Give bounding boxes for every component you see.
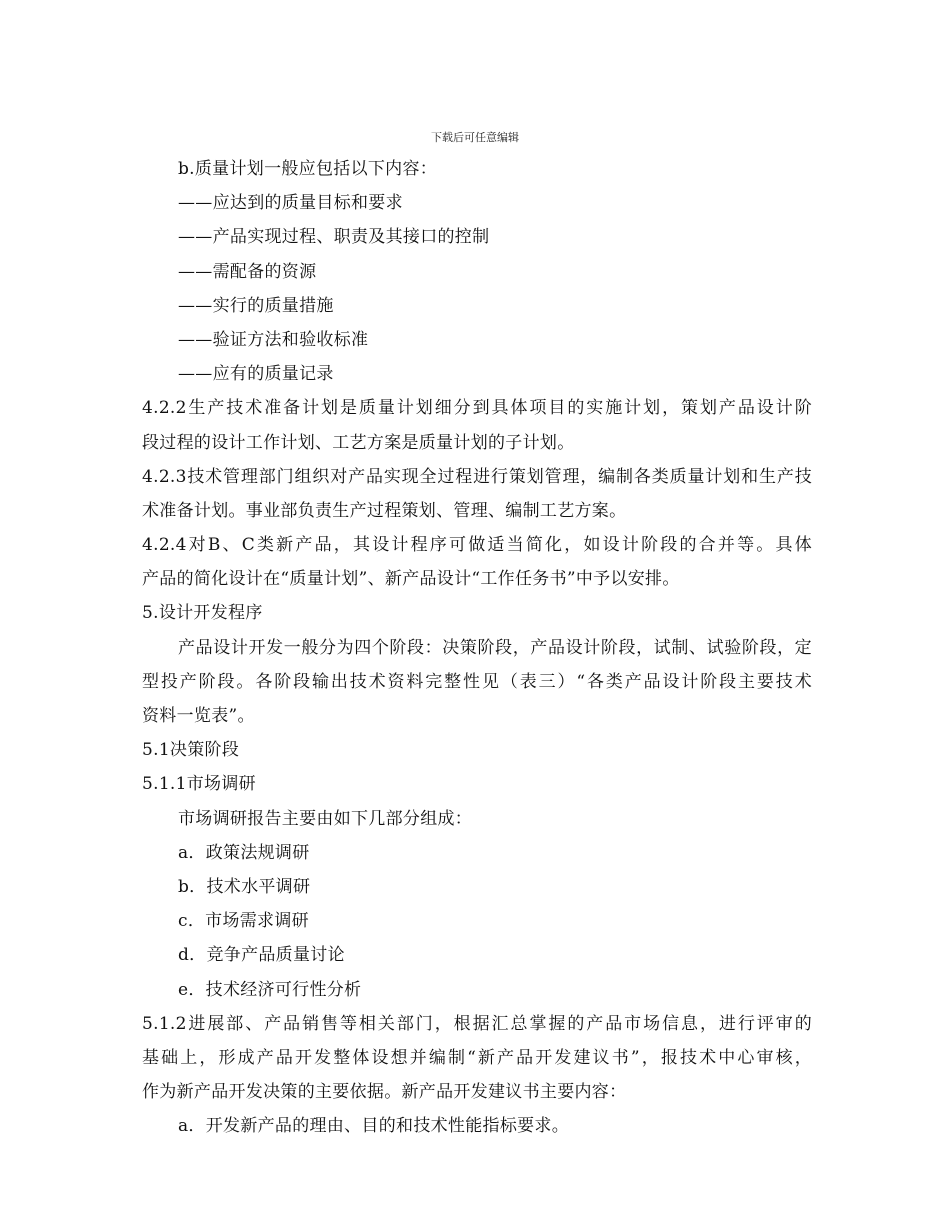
text-line: 5.1.2进展部、产品销售等相关部门，根据汇总掌握的产品市场信息，进行评审的 bbox=[142, 1013, 812, 1034]
text-line: 5.1.1市场调研 bbox=[142, 774, 256, 795]
text-line: ——需配备的资源 bbox=[178, 261, 317, 282]
text-line: ——验证方法和验收标准 bbox=[178, 329, 369, 350]
text-line: ——产品实现过程、职责及其接口的控制 bbox=[178, 227, 490, 248]
page-header: 下载后可任意编辑 bbox=[431, 131, 519, 144]
text-line: c．市场需求调研 bbox=[178, 911, 309, 932]
text-line: a．开发新产品的理由、目的和技术性能指标要求。 bbox=[178, 1116, 570, 1137]
text-line: ——实行的质量措施 bbox=[178, 295, 334, 316]
text-line: a．政策法规调研 bbox=[178, 842, 310, 863]
text-line: 术准备计划。事业部负责生产过程策划、管理、编制工艺方案。 bbox=[142, 500, 627, 521]
text-line: 产品的简化设计在“质量计划”、新产品设计“工作任务书”中予以安排。 bbox=[142, 569, 680, 590]
text-line: 作为新产品开发决策的主要依据。新产品开发建议书主要内容： bbox=[142, 1082, 627, 1103]
text-line: ——应有的质量记录 bbox=[178, 364, 334, 385]
text-line: 资料一览表”。 bbox=[142, 706, 255, 726]
text-line: 4.2.3技术管理部门组织对产品实现全过程进行策划管理，编制各类质量计划和生产技 bbox=[142, 466, 812, 487]
text-line: 4.2.2生产技术准备计划是质量计划细分到具体项目的实施计划，策划产品设计阶 bbox=[142, 398, 812, 419]
document-body bbox=[142, 152, 812, 1143]
text-line: 5.设计开发程序 bbox=[142, 603, 263, 624]
text-line: b.质量计划一般应包括以下内容： bbox=[178, 159, 438, 179]
text-line: 型投产阶段。各阶段输出技术资料完整性见（表三）“各类产品设计阶段主要技术 bbox=[142, 671, 812, 692]
text-line: 产品设计开发一般分为四个阶段：决策阶段，产品设计阶段，试制、试验阶段，定 bbox=[178, 637, 812, 658]
text-line: 5.1决策阶段 bbox=[142, 740, 240, 761]
text-line: d．竞争产品质量讨论 bbox=[178, 945, 345, 966]
text-line: 基础上，形成产品开发整体设想并编制“新产品开发建议书”，报技术中心审核， bbox=[142, 1047, 812, 1068]
text-line: e．技术经济可行性分析 bbox=[178, 979, 362, 1000]
text-line: 段过程的设计工作计划、工艺方案是质量计划的子计划。 bbox=[142, 432, 575, 453]
text-line: ——应达到的质量目标和要求 bbox=[178, 193, 403, 214]
text-line: b．技术水平调研 bbox=[178, 876, 311, 897]
text-line: 市场调研报告主要由如下几部分组成： bbox=[178, 808, 473, 829]
text-line: 4.2.4对B、C类新产品，其设计程序可做适当简化，如设计阶段的合并等。具体 bbox=[142, 535, 812, 556]
